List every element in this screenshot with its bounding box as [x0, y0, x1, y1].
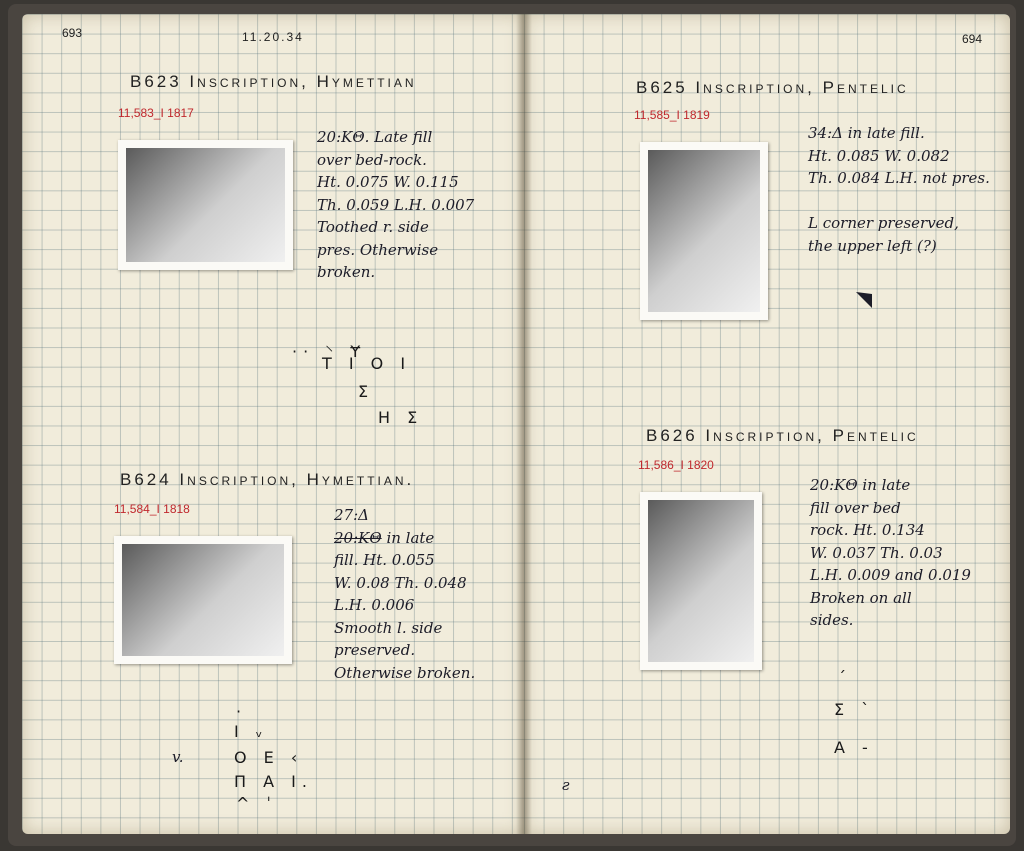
greek-transcription: Σ `: [834, 700, 876, 719]
entry-title: B625 Inscription, Pentelic: [636, 78, 909, 97]
page-number: 694: [962, 32, 983, 46]
artifact-photo: [114, 536, 292, 664]
artifact-photo: [118, 140, 293, 270]
book-spine: [516, 14, 532, 834]
note-line: fill over bed: [810, 498, 901, 517]
note-line: over bed-rock.: [317, 150, 427, 169]
note-line: Ht. 0.075 W. 0.115: [317, 173, 459, 191]
entry-title: B624 Inscription, Hymettian.: [120, 470, 415, 489]
greek-transcription: Π A I.: [234, 772, 313, 791]
note-line: [808, 190, 990, 213]
note-line: 20:KΘ in late: [810, 476, 911, 494]
entry-notes: [334, 504, 475, 684]
page-date: 11.20.34: [242, 30, 304, 44]
note-line: 27:Δ: [334, 506, 369, 524]
right-page: [524, 14, 1010, 834]
note-line: pres. Otherwise: [317, 240, 439, 259]
note-line: Otherwise broken.: [334, 663, 476, 682]
note-line: Th. 0.084 L.H. not pres.: [808, 169, 990, 187]
note-line: Smooth l. side: [334, 618, 443, 637]
note-line: broken.: [317, 263, 376, 281]
entry-title: B623 Inscription, Hymettian: [130, 72, 417, 91]
note-line: 20:KΘ. Late fill: [317, 128, 433, 146]
note-line: in late: [386, 528, 435, 547]
greek-transcription: A -: [834, 738, 874, 757]
left-page: [22, 14, 524, 834]
note-line: W. 0.037 Th. 0.03: [810, 543, 943, 562]
struck-note: 20:KΘ: [334, 528, 382, 547]
greek-transcription: Σ: [358, 382, 375, 401]
note-line: L.H. 0.009 and 0.019: [810, 566, 971, 584]
notebook: [8, 4, 1016, 846]
note-line: 34:Δ in late fill.: [808, 124, 925, 142]
entry-notes: [808, 122, 990, 257]
catalog-number: 11,586_I 1820: [638, 458, 714, 472]
greek-transcription: ˏ: [838, 654, 852, 673]
greek-transcription: I ᵥ: [234, 722, 269, 741]
note-line: Broken on all: [810, 588, 912, 607]
note-line: Toothed r. side: [317, 218, 429, 236]
greek-transcription: ·: [236, 702, 248, 721]
note-line: preserved.: [334, 641, 416, 659]
greek-transcription: O E ‹: [234, 748, 304, 767]
page-number: 693: [62, 26, 83, 40]
artifact-photo: [640, 492, 762, 670]
note-line: sides.: [810, 611, 854, 629]
note-line: fill. Ht. 0.055: [334, 551, 435, 569]
note-line: the upper left (?): [808, 236, 937, 255]
note-line: Ht. 0.085 W. 0.082: [808, 146, 950, 165]
greek-transcription: ^ ˈ: [236, 794, 277, 813]
corner-sketch: [854, 290, 876, 310]
catalog-number: 11,583_I 1817: [118, 106, 194, 120]
note-line: L corner preserved,: [808, 214, 959, 232]
entry-title: B626 Inscription, Pentelic: [646, 426, 919, 445]
greek-transcription: T I O I: [322, 354, 412, 373]
catalog-number: 11,585_I 1819: [634, 108, 710, 122]
note-line: rock. Ht. 0.134: [810, 521, 925, 539]
note-line: W. 0.08 Th. 0.048: [334, 573, 467, 592]
entry-notes: [810, 474, 971, 632]
entry-notes: [317, 126, 474, 284]
greek-transcription: ·· ⸌ Ɏ: [292, 342, 367, 361]
catalog-number: 11,584_I 1818: [114, 502, 190, 516]
note-line: Th. 0.059 L.H. 0.007: [317, 195, 475, 214]
bottom-mark: ƨ: [562, 776, 570, 794]
note-line: L.H. 0.006: [334, 596, 415, 614]
artifact-photo: [640, 142, 768, 320]
margin-mark: v.: [172, 748, 184, 766]
greek-transcription: H Σ: [378, 408, 424, 427]
